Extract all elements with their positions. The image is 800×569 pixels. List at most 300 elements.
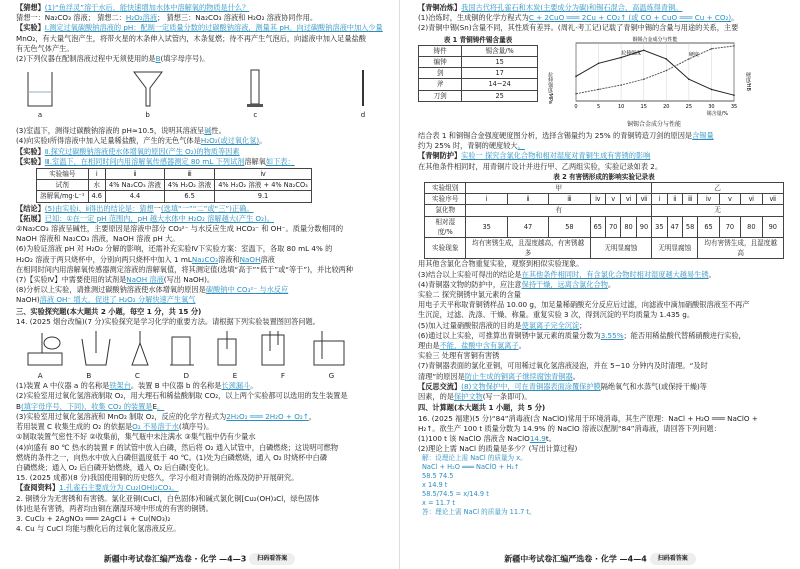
- table-cell: 90: [762, 216, 783, 237]
- alloy-chart: [544, 35, 764, 130]
- text-span: 。: [259, 136, 267, 146]
- text-line: [16, 514, 387, 524]
- device-a: A: [37, 371, 43, 381]
- text-line: [418, 392, 790, 402]
- footer-text: 新疆中考试卷汇编严选卷 · 化学 —4—4: [504, 554, 647, 564]
- text-span: 有无色气体产生。: [16, 43, 74, 53]
- table-cell: 斧: [419, 79, 462, 90]
- text-line: [16, 23, 387, 33]
- cylinder-c: [237, 66, 273, 124]
- section-4-title: 四、计算题(本大题共 1 小题，共 5 分): [418, 403, 546, 413]
- label-a: a: [37, 111, 43, 120]
- text-span: 4. Cu 与 CuCl 均能与酸化后的过氧化氢溶液反应。: [16, 524, 181, 534]
- text-span: 因素，的是: [418, 392, 454, 402]
- text-line: [418, 131, 790, 141]
- footer-badge: 扫码看答案: [650, 553, 696, 565]
- data-point: [711, 88, 713, 90]
- answer-fill: 防止生成的铜离子继续腐蚀青铜器: [464, 371, 573, 381]
- x-tick-label: 0: [574, 103, 578, 110]
- y2-axis-label: 硬度/HB: [745, 71, 751, 91]
- table-cell: 9.1: [215, 191, 312, 202]
- text-span: 在其他条件相同时，用青铜片设计并进行甲、乙两组实验，实验记录如表 2。: [418, 161, 663, 171]
- r2-lines: [418, 131, 790, 172]
- text-span: H₂↑。欲生产 100 t 质量分数为 14.9% 的 NaClO 溶液以配制“84”消毒液，请回答下列问题：: [418, 423, 721, 433]
- table-cell: 35: [466, 216, 507, 237]
- l4-lines: [16, 381, 387, 534]
- text-span: H₂O₂ 溶液于两只烧杯中，分别向两只烧杯中加入 1 mL: [16, 254, 192, 264]
- series-label: 硬度: [688, 51, 699, 58]
- table-cell: ⅱ: [507, 194, 548, 205]
- series-label: 拉伸强度: [621, 50, 642, 57]
- table-cell: 实验编号: [37, 169, 89, 180]
- text-line: [16, 126, 387, 136]
- table-and-chart: [418, 35, 790, 130]
- text-span: 体]也是有害锈，两者均由铜在潮湿环境中形成的有害的铜锈。: [16, 503, 213, 513]
- text-line: [16, 494, 387, 504]
- answer-fill: 我国古代将孔雀石和木炭(主要成分为碳)和锡石混合，高温炼得青铜。: [461, 3, 683, 12]
- right-footer: [400, 553, 800, 565]
- text-span: 溶解氧: [244, 156, 266, 166]
- funnel-b: [130, 66, 166, 124]
- result-b: 无明显腐蚀: [590, 238, 652, 259]
- text-line: [16, 157, 387, 167]
- answer-fill: B: [155, 54, 161, 64]
- text-span: 。: [607, 279, 616, 289]
- text-span: E: [152, 401, 158, 411]
- beaker-a: [22, 66, 58, 124]
- text-line: [16, 295, 387, 305]
- table-cell: 47: [507, 216, 548, 237]
- text-span: (8)分析以上实验，请推测过碳酸钠溶液使水体增氧的原因是: [16, 285, 206, 295]
- text-span: 2. 铜锈分为无害锈和有害锈。氯化亚铜(CuCl，白色固体)和碱式氯化铜[Cu₂(OH)₃Cl，绿色固体: [16, 493, 320, 503]
- text-line: [16, 473, 387, 483]
- data-point: [711, 48, 713, 50]
- text-span: 性。: [211, 126, 226, 136]
- answer-fill: 溶液 OH⁻ 增大，促进了 H₂O₂ 分解快速产生氧气: [39, 295, 196, 305]
- text-line: [418, 444, 790, 454]
- text-span: 在相同时间内用溶解氧传感器测定溶液的溶解氧值，将其测定值(选填“高于”“低于”或“等于”)，并比较两种: [16, 264, 354, 274]
- text-line: [16, 147, 387, 157]
- l3-lines: [16, 204, 387, 306]
- answer-fill: (1)“鱼浮灵”溶于水后，能快速增加水体中溶解氧的物质是什么？: [44, 3, 250, 12]
- section-tag: 【青铜防护】: [418, 151, 462, 161]
- text-span: 。: [708, 269, 716, 279]
- series-line-1: [576, 46, 734, 94]
- result-a: 均有害锈生成，且湿度越高，有害锈越多: [466, 238, 590, 259]
- cl-label: 氯化物: [425, 205, 466, 216]
- text-line: [418, 382, 790, 392]
- text-span: t。: [545, 433, 556, 443]
- label-d: d: [360, 111, 366, 120]
- data-point: [665, 58, 667, 60]
- section-tag: 【青铜冶炼】: [418, 3, 462, 12]
- text-span: 清理”的原因是: [418, 371, 465, 381]
- data-point: [620, 84, 622, 86]
- text-span: ； 猜想三：Na₂CO₃ 溶液和 H₂O₂ 溶液协同作用。: [157, 13, 318, 23]
- table-cell: 编钟: [419, 57, 462, 68]
- text-line: [16, 443, 387, 453]
- table-cell: 4% H₂O₂ 溶液 + 4% Na₂CO₃: [215, 180, 312, 191]
- x-tick-label: 10: [617, 103, 625, 110]
- data-point: [688, 58, 690, 60]
- result-c: 无明显腐蚀: [652, 238, 698, 259]
- text-span: (3)实验室用过氧化氢溶液和 MnO₂ 制取 O₂，反应的化学方程式为: [16, 411, 227, 421]
- text-span: ；能否用稀盐酸代替稀硝酸进行实验，: [623, 330, 746, 340]
- table-cell: 70: [719, 216, 740, 237]
- solution-line: x = 11.7 t: [422, 499, 455, 508]
- device-labels: [16, 371, 356, 381]
- r1-lines: [418, 3, 790, 34]
- answer-fill: 。: [517, 141, 525, 151]
- table-cell: ⅰ: [652, 194, 667, 205]
- text-line: [418, 321, 790, 331]
- text-line: [16, 234, 387, 244]
- text-line: [418, 23, 790, 33]
- text-line: [16, 255, 387, 265]
- text-span: 一: [153, 203, 161, 213]
- text-span: 理由是: [418, 341, 440, 351]
- text-span: 15. (2025 成都)(8 分)我国使用铜的历史悠久，学习小组对青铜的冶炼及防护开展研究。: [16, 473, 299, 483]
- left-footer: [0, 553, 399, 565]
- answer-fill: 长颈漏斗: [221, 381, 251, 391]
- answer-fill: Na₂CO₃: [191, 254, 219, 264]
- text-span: (1)装置 A 中仪器 a 的名称是: [16, 381, 110, 391]
- text-line: [418, 151, 790, 161]
- rust-table-title: 表 2 有害锈形成的影响实验记录表: [553, 172, 655, 181]
- x-tick-label: 35: [730, 103, 738, 110]
- answer-fill: 如下表：: [265, 156, 295, 166]
- text-line: [16, 432, 387, 442]
- text-line: [418, 434, 790, 444]
- text-span: (4)青铜器文物的防护中，应注意: [418, 279, 522, 289]
- text-span: (1)100 t 该 NaClO 溶液含 NaClO: [418, 433, 530, 443]
- text-span: (7)青铜器表面的氯化亚铜，可用稀过氧化氢溶液浸泡，并在 5~10 分钟内及时清理。“及时: [418, 361, 708, 371]
- result-d: 均有害锈生成，且湿度越高: [698, 238, 784, 259]
- answer-fill: C + 2CuO ═══ 2Cu + CO₂↑ (或 CO + CuO ═══ Cu + CO₂): [528, 13, 732, 23]
- label-c: c: [253, 111, 258, 120]
- answer-fill: 。: [157, 401, 165, 411]
- text-line: [418, 372, 790, 382]
- text-line: [16, 3, 387, 13]
- table-cell: 试剂: [37, 180, 89, 191]
- table-row: [419, 90, 538, 101]
- answer-fill: 碳酸钠中 CO₃²⁻ 与水反应: [205, 285, 289, 295]
- text-line: [418, 280, 790, 290]
- table-cell: 25: [462, 90, 538, 101]
- text-line: [16, 136, 387, 146]
- section-tag: 【实验】: [16, 146, 45, 156]
- answer-fill: 保持干燥，远离含氯化合物: [521, 279, 608, 289]
- r3-lines: [418, 259, 790, 402]
- l1-lines: [16, 3, 387, 64]
- table-cell: ⅵ: [741, 194, 762, 205]
- text-span: 实验三 处理有害铜有害锈: [418, 351, 500, 361]
- text-span: (2)下列仪器在配制溶液过程中无须使用的是: [16, 54, 156, 64]
- text-span: (2)理论上需 NaCl 的质量是多少？(写出计算过程): [418, 444, 578, 454]
- text-span: (写出 NaOH)。: [163, 275, 215, 285]
- text-span: 猜想一：Na₂CO₃ 溶液； 猜想二：: [16, 13, 126, 23]
- answer-fill: Ⅱ.探究过碳酸钠溶液使水体增氧的原因(产生 O₂)的物质等因素: [44, 146, 240, 156]
- text-line: [418, 351, 790, 361]
- rod-d: [345, 66, 381, 124]
- table-cell: 35: [652, 216, 667, 237]
- text-span: NaOH 溶液和 Na₂CO₃ 溶液，NaOH 溶液 pH 大。: [16, 234, 180, 244]
- answer-fill: (选填“一”“二”或“三”)正确。: [160, 203, 254, 213]
- text-line: [16, 402, 387, 412]
- text-line: [16, 412, 387, 422]
- table-row: [419, 79, 538, 90]
- rq16-lines: [418, 414, 790, 455]
- text-span: (5)加入过量硝酸银溶液的目的是: [418, 320, 522, 330]
- data-point: [598, 62, 600, 64]
- text-line: [418, 424, 790, 434]
- l2-lines: [16, 126, 387, 167]
- text-line: [418, 270, 790, 280]
- text-span: ①制取装置气密性不好 ②收集前，集气瓶中未注满水 ③集气瓶中仍有少量水: [16, 432, 256, 442]
- answer-fill: 含锡量: [692, 131, 714, 141]
- answer-fill: Ⅰ.测定过氧碳酸钠溶液的 pH：配制一定质量分数的过碳酸钠溶液，测量其 pH。向过碳酸钠溶液中加入少量: [44, 23, 383, 33]
- x-tick-label: 30: [708, 103, 715, 110]
- data-point: [643, 78, 645, 80]
- solution-line: 58.5/74.5 = x/14.9 t: [422, 490, 489, 499]
- text-line: [418, 141, 790, 151]
- answer-fill: 2H₂O₂ ═══ 2H₂O + O₂↑: [226, 411, 309, 421]
- text-span: ②Na₂CO₃ 溶液呈碱性，主要原因是溶液中部分 CO₃²⁻ 与水反应生成 HCO₃⁻ 和 OH⁻。质量分数相同的: [16, 224, 344, 234]
- text-line: [16, 204, 387, 214]
- data-point: [733, 94, 735, 96]
- table-row: [419, 68, 538, 79]
- table-cell: 14~24: [462, 79, 538, 90]
- table-cell: ⅳ: [698, 194, 719, 205]
- device-g: G: [328, 371, 335, 381]
- text-line: [16, 391, 387, 401]
- data-point: [665, 69, 667, 71]
- text-line: [418, 162, 790, 172]
- answer-fill: 在其他条件相同时，有含氯化合物时相对湿度越大越易生锈: [521, 269, 709, 279]
- section-tag: 【实验】: [16, 23, 45, 33]
- text-line: [16, 244, 387, 254]
- text-line: [16, 214, 387, 224]
- text-line: [16, 422, 387, 432]
- tin-table-block: [418, 35, 538, 130]
- device-b: B: [86, 371, 92, 381]
- cl-no: 无: [652, 205, 784, 216]
- x-tick-label: 20: [663, 103, 670, 110]
- text-line: [16, 463, 387, 473]
- table-cell: ⅶ: [636, 194, 651, 205]
- text-span: (6)通过以上实验，可推算出青铜锈中氯元素的质量分数为: [418, 330, 601, 340]
- text-span: 。: [572, 371, 580, 381]
- answer-fill: O₂ 不易溶于水: [132, 422, 179, 432]
- table-cell: 4% Na₂CO₃ 溶液: [106, 180, 165, 191]
- lq14-lines: [16, 317, 387, 327]
- x-tick-label: 5: [596, 103, 601, 110]
- text-span: 溶液: [260, 254, 275, 264]
- table-cell: 4.4: [106, 191, 165, 202]
- text-line: [16, 504, 387, 514]
- footer-text: 新疆中考试卷汇编严选卷 · 化学 —4—3: [103, 554, 247, 564]
- table-cell: 4% H₂O₂ 溶液: [164, 180, 214, 191]
- text-span: 。: [518, 341, 526, 351]
- answer-fill: 14.9: [529, 433, 546, 443]
- text-span: (填序号)。: [178, 422, 214, 432]
- data-point: [643, 49, 645, 51]
- text-line: [16, 265, 387, 275]
- text-line: [418, 290, 790, 300]
- text-span: (4)向盛有 80 ℃ 热水的装置 F 的试管中放入白磷，然后将 O₂ 通入试管中，白磷燃烧；这说明可燃物: [16, 442, 339, 452]
- text-span: 。: [250, 381, 258, 391]
- text-span: (3)结合以上实验可得出的结论是: [418, 269, 522, 279]
- table-cell: 65: [590, 216, 605, 237]
- table-cell: ⅱ: [106, 169, 165, 180]
- text-line: [418, 331, 790, 341]
- answer-fill: (5)由实验ⅰ、ⅱ得出的结论是：猜想: [44, 203, 154, 213]
- text-line: [16, 524, 387, 534]
- answer-fill: H₂O₂(或过氧化氢): [200, 136, 260, 146]
- x-tick-label: 15: [640, 103, 647, 110]
- text-line: [418, 13, 790, 23]
- right-page: [400, 0, 800, 569]
- rust-group-a: 甲: [466, 183, 652, 194]
- text-span: 白磷燃烧；通入 O₂ 后白磷开始燃烧，通入 O₂ 后白磷(变化)。: [16, 462, 214, 472]
- table-cell: ⅴ: [605, 194, 620, 205]
- text-line: [418, 310, 790, 320]
- text-span: 16. (2025 福建)(5 分)“84”消毒液(含 NaClO)常用于环境消毒，其生产原理：NaCl + H₂O ═══ NaClO +: [418, 413, 758, 423]
- table-cell: 17: [462, 68, 538, 79]
- table-cell: 80: [741, 216, 762, 237]
- glassware-illustrations: [16, 64, 387, 126]
- text-span: MnO₂，有大量气泡产生，将带火星的木条伸入试管内，木条复燃；待不再产生气泡后，向滤液中加入足量盐酸: [16, 33, 366, 43]
- text-span: (3)室温下，测得过碳酸钠溶液的 pH≈10.5，说明其溶液呈: [16, 126, 205, 136]
- glass-rod-icon: [345, 66, 381, 110]
- answer-fill: H₂O₂溶液: [125, 13, 158, 23]
- table-cell: 6.5: [164, 191, 214, 202]
- text-line: [16, 34, 387, 44]
- text-line: [16, 381, 387, 391]
- table-cell: 58: [682, 216, 697, 237]
- text-span: 3. CuCl₂ + 2AgNO₃ ═══ 2AgCl↓ + Cu(NO₃)₂: [16, 513, 171, 523]
- table-cell: 70: [605, 216, 620, 237]
- table-cell: ⅶ: [762, 194, 783, 205]
- text-span: 生沉淀，过滤、洗涤、干燥、称量。重复实验 3 次，得到沉淀的平均质量为 1.435 g。: [418, 310, 695, 320]
- data-point: [688, 78, 690, 80]
- text-line: [16, 54, 387, 64]
- solution-line: 答：理论上需 NaCl 的质量为 11.7 t。: [422, 508, 536, 517]
- data-point: [575, 93, 577, 95]
- section-tag: 【查阅资料】: [16, 483, 60, 493]
- table-cell: ⅱ: [667, 194, 682, 205]
- text-span: (1)冶炼时，生成铜的化学方程式为: [418, 13, 529, 23]
- answer-fill: 3.55%: [600, 330, 624, 340]
- table-cell: 58: [549, 216, 590, 237]
- text-line: [16, 453, 387, 463]
- beaker-icon: [22, 66, 58, 110]
- device-f: F: [280, 371, 285, 381]
- y-axis-label: 拉伸强度/MPa: [547, 71, 553, 104]
- text-span: 隔绝氧气和水蒸气(或保持干燥)等: [600, 381, 707, 391]
- table-cell: 47: [667, 216, 682, 237]
- text-line: [16, 44, 387, 54]
- text-line: [418, 3, 790, 13]
- device-d: D: [183, 371, 190, 381]
- text-span: 约为 25% 时，青铜的硬度较大: [418, 141, 518, 151]
- device-e: E: [232, 371, 238, 381]
- text-span: 14. (2025 烟台改编)(7 分)实验探究是学习化学的重要方法。请根据下列实验装置图回答问题。: [16, 316, 320, 326]
- device-c: C: [134, 371, 140, 381]
- data-point: [733, 45, 735, 47]
- cl-yes: 有: [466, 205, 652, 216]
- text-span: 。装置 B 中仪器 b 的名称是: [130, 381, 222, 391]
- text-span: 用其他含氯化合物重复实验，观察到相似实验现象。: [418, 259, 584, 269]
- table-cell: ⅲ: [682, 194, 697, 205]
- text-span: B: [16, 401, 21, 411]
- answer-fill: NaOH: [239, 254, 261, 264]
- section-tag: 【反思交流】: [418, 381, 462, 391]
- text-span: 实验二 探究铜锈中氯元素的含量: [418, 290, 521, 300]
- table-cell: 刀剑: [419, 90, 462, 101]
- table-cell: ⅳ: [590, 194, 605, 205]
- text-span: 若用装置 C 收集生成的 O₂ 的依据是: [16, 422, 133, 432]
- table-cell: 4.6: [88, 191, 106, 202]
- alloy-chart-svg: [544, 35, 764, 117]
- rust-group-label: 实验组别: [425, 183, 466, 194]
- text-span: 燃烧的条件之一，向热水中放入白磷但温度低于 40 ℃。(1)处为白磷燃烧，通入 O₂ 时烧杯中白磷: [16, 452, 328, 462]
- text-span: NaOH): [16, 295, 40, 305]
- text-span: (7)【实验Ⅳ】中需要使用的试剂是: [16, 275, 127, 285]
- text-span: (6)为验证溶液 pH 对 H₂O₂ 分解的影响，还需补充实验Ⅳ下实验方案：室温下，各取 80 mL 4% 的: [16, 244, 333, 254]
- rust-group-b: 乙: [652, 183, 784, 194]
- text-line: [16, 224, 387, 234]
- table-cell: ⅲ: [549, 194, 590, 205]
- answer-fill: NaOH 溶液: [126, 275, 164, 285]
- label-b: b: [145, 111, 150, 120]
- text-span: 结合表 1 和铜锡合金强度硬度图分析，选择含锡量约为 25% 的青铜铸造刀剑的原因是: [418, 131, 693, 141]
- text-span: (2)青铜中锡(Sn)含量不同，其性质有差异。(周礼·考工记)记载了青铜中锡的含量与用途的关系，主要: [418, 23, 739, 33]
- table-cell: 65: [698, 216, 719, 237]
- section-tag: 【拓展】: [16, 213, 45, 223]
- funnel-icon: [130, 66, 166, 110]
- text-line: [418, 361, 790, 371]
- chart-caption: 铜锡合金成分与性能: [626, 120, 681, 128]
- oxygen-table: [36, 168, 312, 203]
- lab-apparatus-icon: [22, 329, 381, 371]
- answer-fill: Ⅲ.室温下，在相同时间内用溶解氧传感器测定 80 mL 下列试剂: [44, 156, 245, 166]
- x-tick-label: 25: [685, 103, 693, 110]
- answer-fill: (8)文物保护中，可在青铜器表面涂覆保护膜: [461, 381, 601, 391]
- data-point: [575, 75, 577, 77]
- text-line: [16, 285, 387, 295]
- section-3-title: 三、实验探究题(本大题共 2 小题，每空 1 分，共 15 分): [16, 306, 202, 316]
- table-cell: 90: [636, 216, 651, 237]
- tin-content-table: [418, 45, 538, 102]
- footer-badge: 扫码看答案: [249, 553, 295, 565]
- answer-fill: 铁架台: [109, 381, 131, 391]
- answer-fill: 保护文物: [453, 392, 483, 402]
- table-cell: ⅲ: [164, 169, 214, 180]
- table-row: [419, 57, 538, 68]
- text-span: 溶液和: [218, 254, 240, 264]
- chart-frame: [576, 43, 734, 101]
- section-tag: 【实验】: [16, 156, 45, 166]
- solution-line: x 14.9 t: [422, 481, 448, 490]
- text-line: [418, 341, 790, 351]
- table-cell: ⅳ: [215, 169, 312, 180]
- rust-table: 实验组别 甲 乙 实验序号 ⅰ ⅱ ⅲ ⅳ ⅴ ⅵ ⅶ ⅰ ⅱ ⅲ ⅳ ⅴ ⅵ ⅶ 氯化物 有 无 相对湿度/% 35 47 58 65 70 80 90 35 47 58 65 70 80 90 实验现象 均有害锈生成，且湿度越高，有害锈越多 无明显腐蚀 无明显腐蚀 均有害锈生成，且湿度越高: [424, 182, 784, 259]
- table-cell: 水: [88, 180, 106, 191]
- table-cell: ⅵ: [621, 194, 636, 205]
- answer-fill: 不能，盐酸中含有氯离子: [439, 341, 519, 351]
- table-cell: ⅴ: [719, 194, 740, 205]
